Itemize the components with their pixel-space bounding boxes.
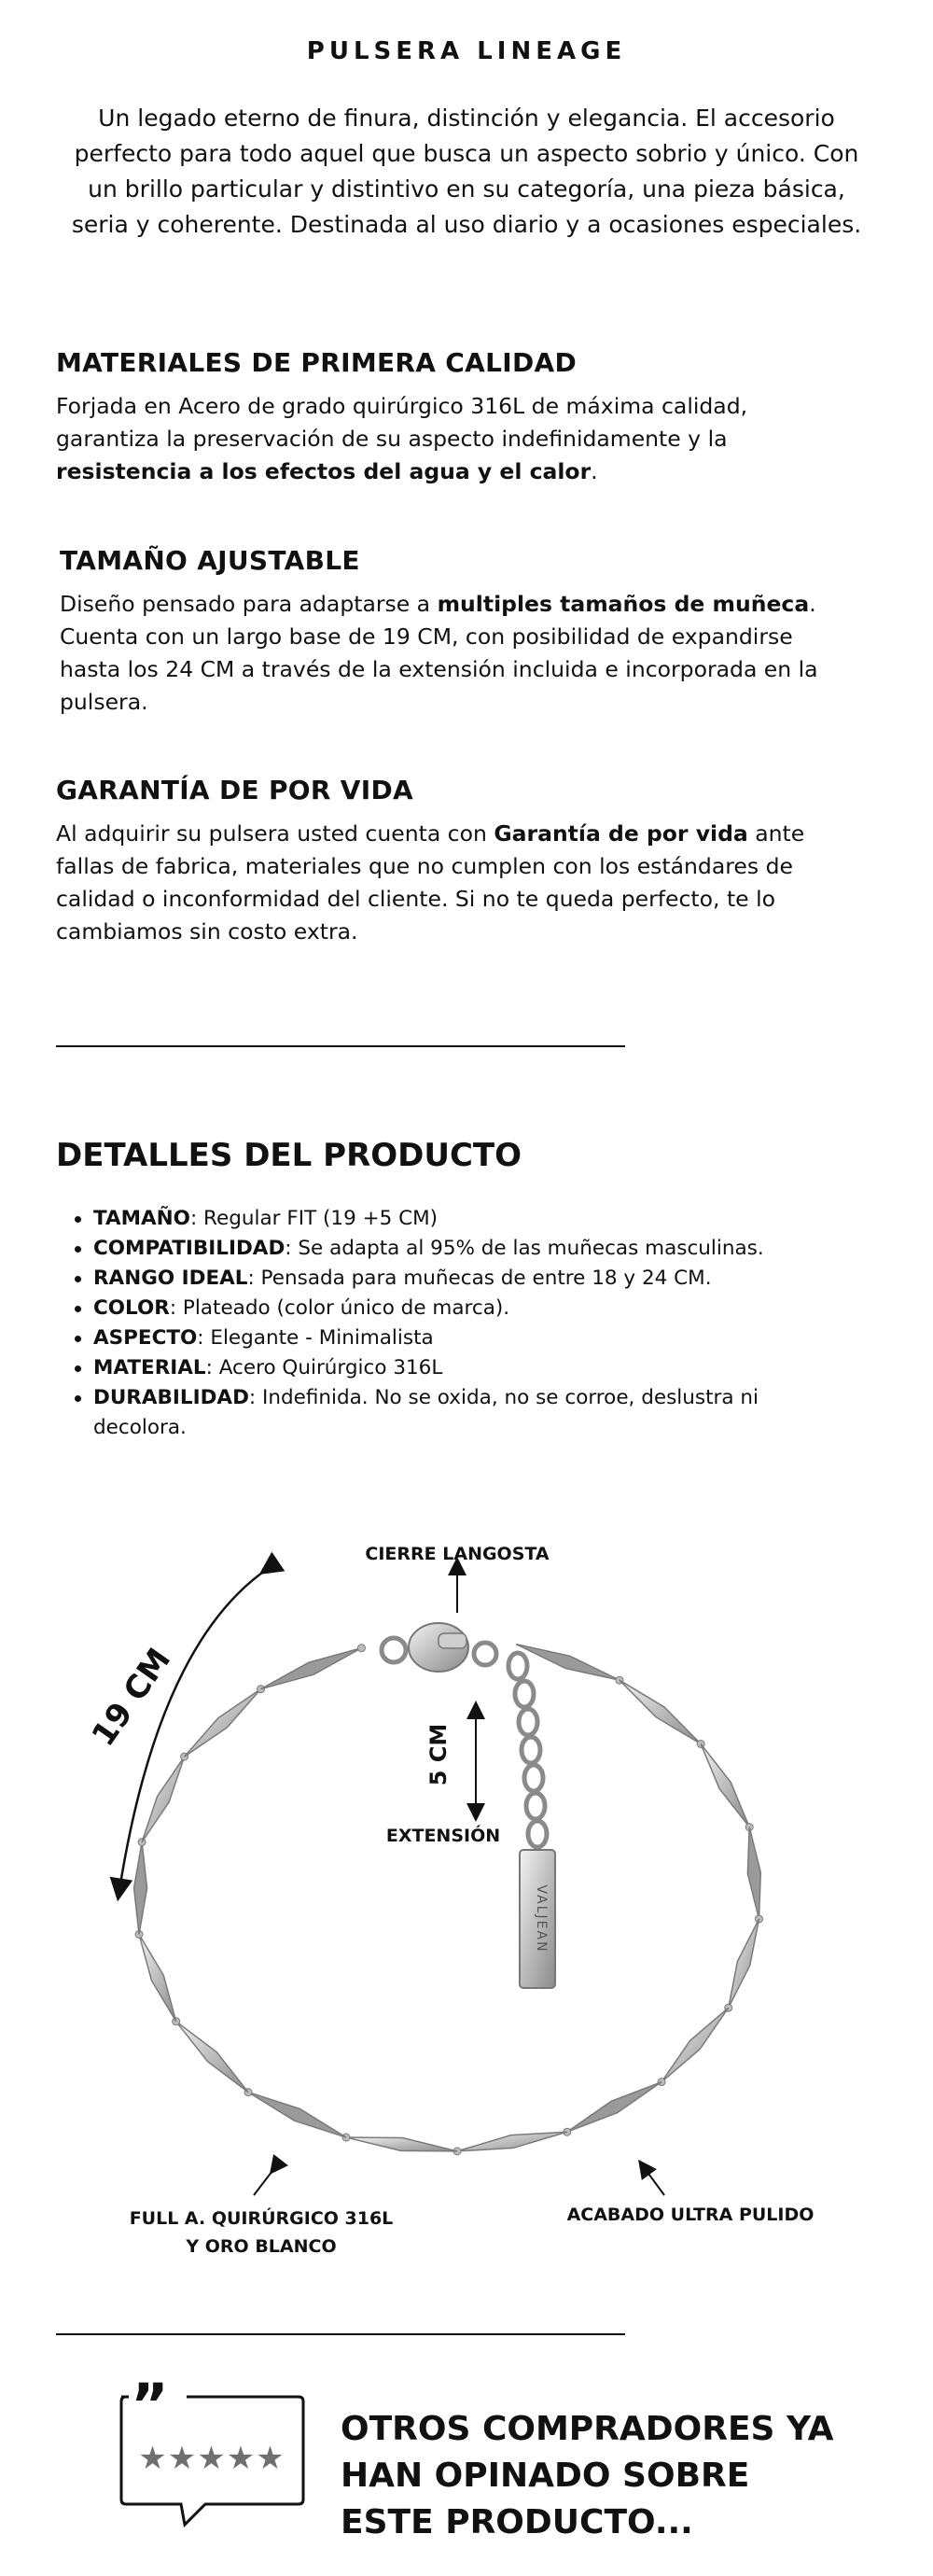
chain-link [176, 2022, 248, 2093]
warranty-heading: GARANTÍA DE POR VIDA [56, 775, 414, 805]
detail-key: COMPATIBILIDAD [93, 1237, 285, 1260]
materials-text [56, 390, 830, 488]
divider [56, 2333, 625, 2335]
adjustable-text-bold: multiples tamaños de muñeca [437, 591, 810, 617]
chain-link [620, 1680, 701, 1743]
detail-value: : Se adapta al 95% de las muñecas masculinas. [285, 1237, 764, 1260]
product-title: PULSERA LINEAGE [306, 37, 627, 65]
quote-icon: ” [131, 2371, 169, 2439]
reviews-heading-line1: OTROS COMPRADORES YA [341, 2410, 834, 2448]
chain-link [248, 2093, 346, 2137]
materials-text-end: . [591, 458, 598, 484]
star-rating: ★★★★★ [138, 2440, 285, 2477]
chain-link [142, 1757, 184, 1842]
finish-label: ACABADO ULTRA PULIDO [566, 2205, 815, 2225]
detail-value: : Plateado (color único de marca). [169, 1296, 510, 1320]
detail-key: RANGO IDEAL [93, 1267, 248, 1290]
lobster-clasp [382, 1623, 496, 1672]
chain-link [261, 1648, 362, 1689]
detail-key: ASPECTO [93, 1326, 198, 1350]
tag-text: VALJEAN [534, 1884, 549, 1953]
chain-link [747, 1827, 760, 1919]
bracelet-illustration [0, 1503, 933, 2249]
list-item [56, 1264, 821, 1294]
detail-value: : Regular FIT (19 +5 CM) [189, 1207, 439, 1230]
materials-heading: MATERIALES DE PRIMERA CALIDAD [56, 347, 578, 378]
material-label [112, 2205, 411, 2261]
material-label-line1: FULL A. QUIRÚRGICO 316L [129, 2208, 394, 2229]
finish-arrow [644, 2167, 664, 2195]
detail-key: DURABILIDAD [93, 1386, 249, 1409]
list-item [56, 1294, 821, 1323]
reviews-heading [341, 2406, 863, 2546]
warranty-text-end: ante fallas de fabrica, materiales que no cumplen con los estándares de calidad o inconformidad del cliente. Si no te queda perfecto, te lo cambiamos sin costo extra. [56, 820, 805, 945]
detail-value: : Pensada para muñecas de entre 18 y 24 CM. [247, 1267, 712, 1290]
detail-value: : Elegante - Minimalista [197, 1326, 434, 1350]
length-label: 19 CM [84, 1641, 179, 1754]
bracelet-diagram [0, 1503, 933, 2257]
list-item [56, 1353, 821, 1383]
detail-value: : Acero Quirúrgico 316L [205, 1356, 443, 1379]
reviews-heading-line2: HAN OPINADO SOBRE [341, 2457, 750, 2495]
detail-key: TAMAÑO [93, 1207, 190, 1230]
warranty-text-bold: Garantía de por vida [494, 820, 748, 847]
adjustable-text [60, 588, 834, 719]
chain-link [567, 2082, 661, 2133]
list-item [56, 1204, 821, 1234]
detail-value: : Indefinida. No se oxida, no se corroe, deslustra ni decolora. [93, 1386, 759, 1439]
chain-link [661, 2008, 729, 2081]
list-item [56, 1234, 821, 1264]
reviews-heading-line3: ESTE PRODUCTO... [341, 2503, 693, 2541]
materials-text-bold: resistencia a los efectos del agua y el calor [56, 458, 592, 484]
detail-key: COLOR [93, 1296, 170, 1320]
adjustable-heading: TAMAÑO AJUSTABLE [60, 545, 360, 576]
clasp-label: CIERRE LANGOSTA [365, 1544, 550, 1564]
adjustable-text-part: Diseño pensado para adaptarse a [60, 591, 438, 617]
materials-text-part: Forjada en Acero de grado quirúrgico 316L de máxima calidad, garantiza la preservación de su aspecto indefinidamente y la [56, 393, 748, 452]
list-item [56, 1383, 821, 1443]
extension-length-label: 5 CM [425, 1723, 452, 1786]
chain-links [134, 1645, 763, 2155]
brand-tag [520, 1850, 555, 1988]
material-label-line2: Y ORO BLANCO [186, 2236, 337, 2257]
list-item [56, 1323, 821, 1353]
chain-link [457, 2132, 567, 2151]
details-list [56, 1204, 821, 1443]
chain-joint [357, 1645, 365, 1652]
warranty-text-part: Al adquirir su pulsera usted cuenta con [56, 820, 494, 847]
material-arrow [254, 2167, 275, 2195]
chain-link [729, 1919, 759, 2008]
chain-link [185, 1689, 261, 1757]
chain-link [346, 2137, 457, 2151]
details-heading: DETALLES DEL PRODUCTO [56, 1137, 522, 1174]
warranty-text [56, 818, 830, 948]
extension-label: EXTENSIÓN [385, 1826, 501, 1846]
product-intro: Un legado eterno de finura, distinción y elegancia. El accesorio perfecto para todo aquel que busca un aspecto sobrio y único. Con un brillo particular y distintivo en su categoría, una pieza básica, seria y coherente. Destinada al uso diario y a ocasiones especiales. [71, 105, 862, 238]
chain-link [701, 1743, 749, 1827]
extension-chain [508, 1653, 547, 1847]
divider [56, 1045, 625, 1047]
chain-link [134, 1842, 147, 1935]
review-speech-bubble [112, 2371, 308, 2529]
detail-key: MATERIAL [93, 1356, 206, 1379]
adjustable-text-end: . Cuenta con un largo base de 19 CM, con posibilidad de expandirse hasta los 24 CM a través de la extensión incluida e incorporada en la pulsera. [60, 591, 818, 715]
chain-link [516, 1645, 620, 1681]
chain-link [139, 1934, 176, 2021]
